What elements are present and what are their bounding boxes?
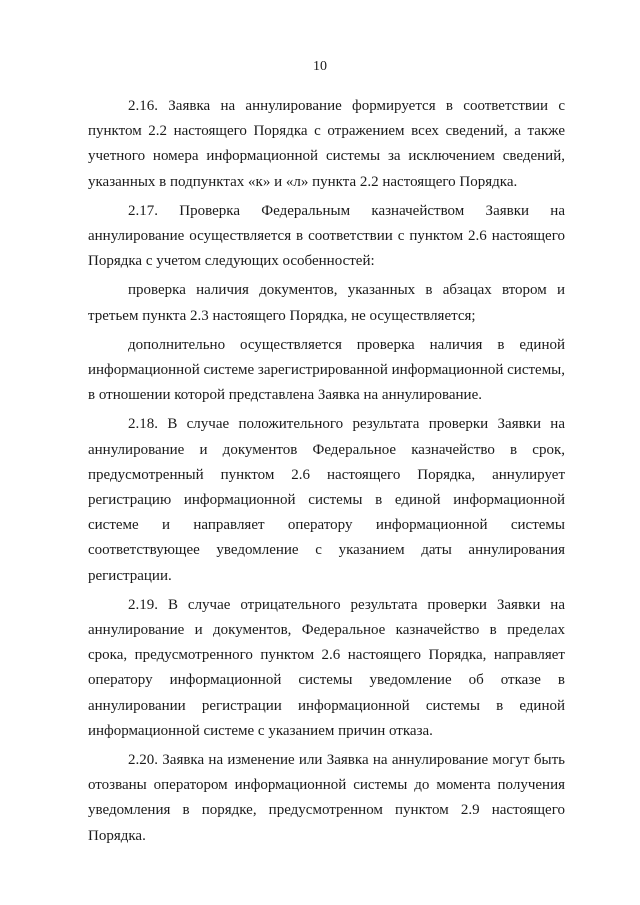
paragraph-2-20: 2.20. Заявка на изменение или Заявка на аннулирование могут быть отозваны оператором информационной системы до момента получения уведомления в порядке, предусмотренном пунктом 2.9 настоящего Порядка. (88, 752, 565, 844)
paragraph-2-17: 2.17. Проверка Федеральным казначейством Заявки на аннулирование осуществляется в соответствии с пунктом 2.6 настоящего Порядка с учетом следующих особенностей: (88, 202, 565, 270)
paragraph-2-19: 2.19. В случае отрицательного результата проверки Заявки на аннулирование и документов, Федеральное казначейство в пределах срока, предусмотренного пунктом 2.6 настоящего Порядка, направляет оператору информационной системы уведомление об отказе в аннулировании регистрации информационной системы в единой информационной системе с указанием причин отказа. (88, 596, 565, 739)
document-body (88, 94, 565, 853)
paragraph-2-17-item-1: проверка наличия документов, указанных в абзацах втором и третьем пункта 2.3 настоящего Порядка, не осуществляется; (88, 282, 565, 324)
page-number: 10 (313, 59, 327, 74)
paragraph-2-16: 2.16. Заявка на аннулирование формируется в соответствии с пунктом 2.2 настоящего Порядка с отражением всех сведений, а также учетного номера информационной системы за исключением сведений, указанных в подпунктах «к» и «л» пункта 2.2 настоящего Порядка. (88, 98, 565, 190)
paragraph-2-17-item-2: дополнительно осуществляется проверка наличия в единой информационной системе зарегистрированной информационной системы, в отношении которой представлена Заявка на аннулирование. (88, 336, 566, 404)
paragraph-2-18: 2.18. В случае положительного результата проверки Заявки на аннулирование и документов Федеральное казначейство в срок, предусмотренный пунктом 2.6 настоящего Порядка, аннулирует регистрацию информационной системы в единой информационной системе и направляет оператору информационной системы соответствующее уведомление с указанием даты аннулирования регистрации. (88, 416, 565, 584)
